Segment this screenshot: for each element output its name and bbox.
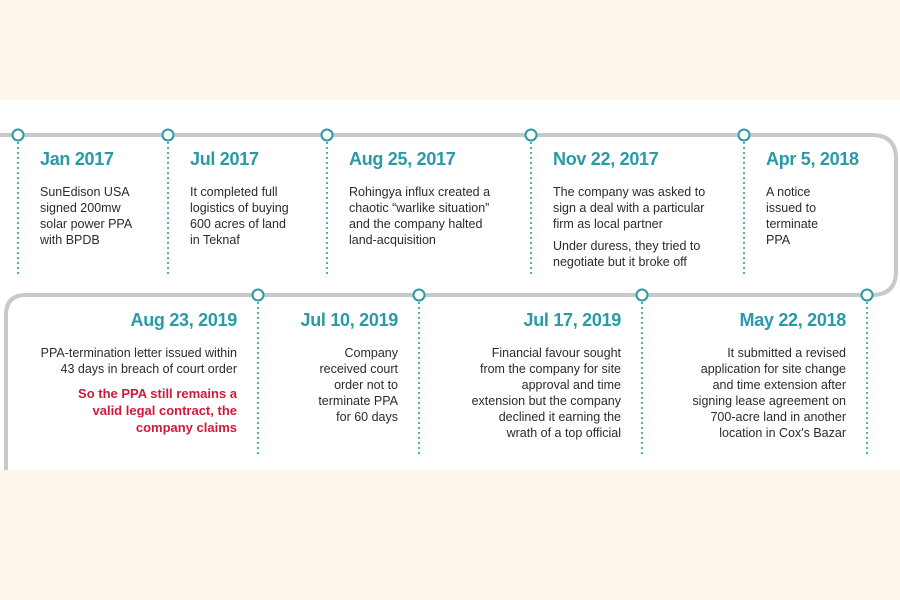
event-aug-2017 (349, 149, 524, 248)
node-apr-2018 (739, 130, 750, 141)
event-jul17-2019 (440, 310, 621, 441)
node-jan-2017 (13, 130, 24, 141)
event-text: PPA-termination letter issued within 43 days in breach of court order (40, 346, 237, 376)
event-jul-2017 (190, 149, 320, 248)
event-description (766, 184, 876, 248)
event-date: Jul 2017 (190, 149, 259, 169)
node-nov-2017 (526, 130, 537, 141)
event-description (553, 184, 733, 270)
node-may-2018 (862, 290, 873, 301)
event-date: Aug 25, 2017 (349, 149, 456, 169)
event-text: The company was asked to sign a deal with a particular firm as local partner (553, 185, 706, 231)
node-aug-2017 (322, 130, 333, 141)
event-date: Jul 10, 2019 (300, 310, 398, 330)
event-jul10-2019 (278, 310, 398, 425)
event-text: A notice issued to terminate PPA (766, 185, 819, 247)
event-date: Jan 2017 (40, 149, 114, 169)
event-text: It submitted a revised application for site change and time extension after signing lease agreement on 700-acre land in another location in Cox's Bazar (692, 346, 846, 440)
event-may-2018 (660, 310, 846, 441)
event-description (440, 345, 621, 441)
node-aug-2019 (253, 290, 264, 301)
event-date: Apr 5, 2018 (766, 149, 859, 169)
event-nov-2017 (553, 149, 733, 270)
node-jul-2017 (163, 130, 174, 141)
event-aug-2019 (20, 310, 237, 436)
event-apr-2018 (766, 149, 876, 248)
node-jul17-2019 (637, 290, 648, 301)
event-highlight: So the PPA still remains a valid legal contract, the company claims (78, 386, 237, 435)
timeline-panel (0, 100, 900, 470)
event-description (20, 345, 237, 436)
event-date: May 22, 2018 (739, 310, 846, 330)
event-text: It completed full logistics of buying 600 acres of land in Teknaf (190, 185, 289, 247)
event-date: Nov 22, 2017 (553, 149, 659, 169)
event-text: Under duress, they tried to negotiate but it broke off (553, 239, 701, 269)
event-date: Jul 17, 2019 (523, 310, 621, 330)
event-description (190, 184, 320, 248)
event-description (660, 345, 846, 441)
event-description (278, 345, 398, 425)
event-jan-2017 (40, 149, 160, 248)
event-text: Rohingya influx created a chaotic “warlike situation” and the company halted land-acquisition (349, 185, 491, 247)
event-description (40, 184, 160, 248)
event-text: SunEdison USA signed 200mw solar power PPA with BPDB (40, 185, 133, 247)
event-date: Aug 23, 2019 (130, 310, 237, 330)
event-text: Company received court order not to terminate PPA for 60 days (318, 346, 398, 424)
event-text: Financial favour sought from the company for site approval and time extension but the company declined it earning the wrath of a top official (471, 346, 621, 440)
node-jul10-2019 (414, 290, 425, 301)
event-description (349, 184, 524, 248)
